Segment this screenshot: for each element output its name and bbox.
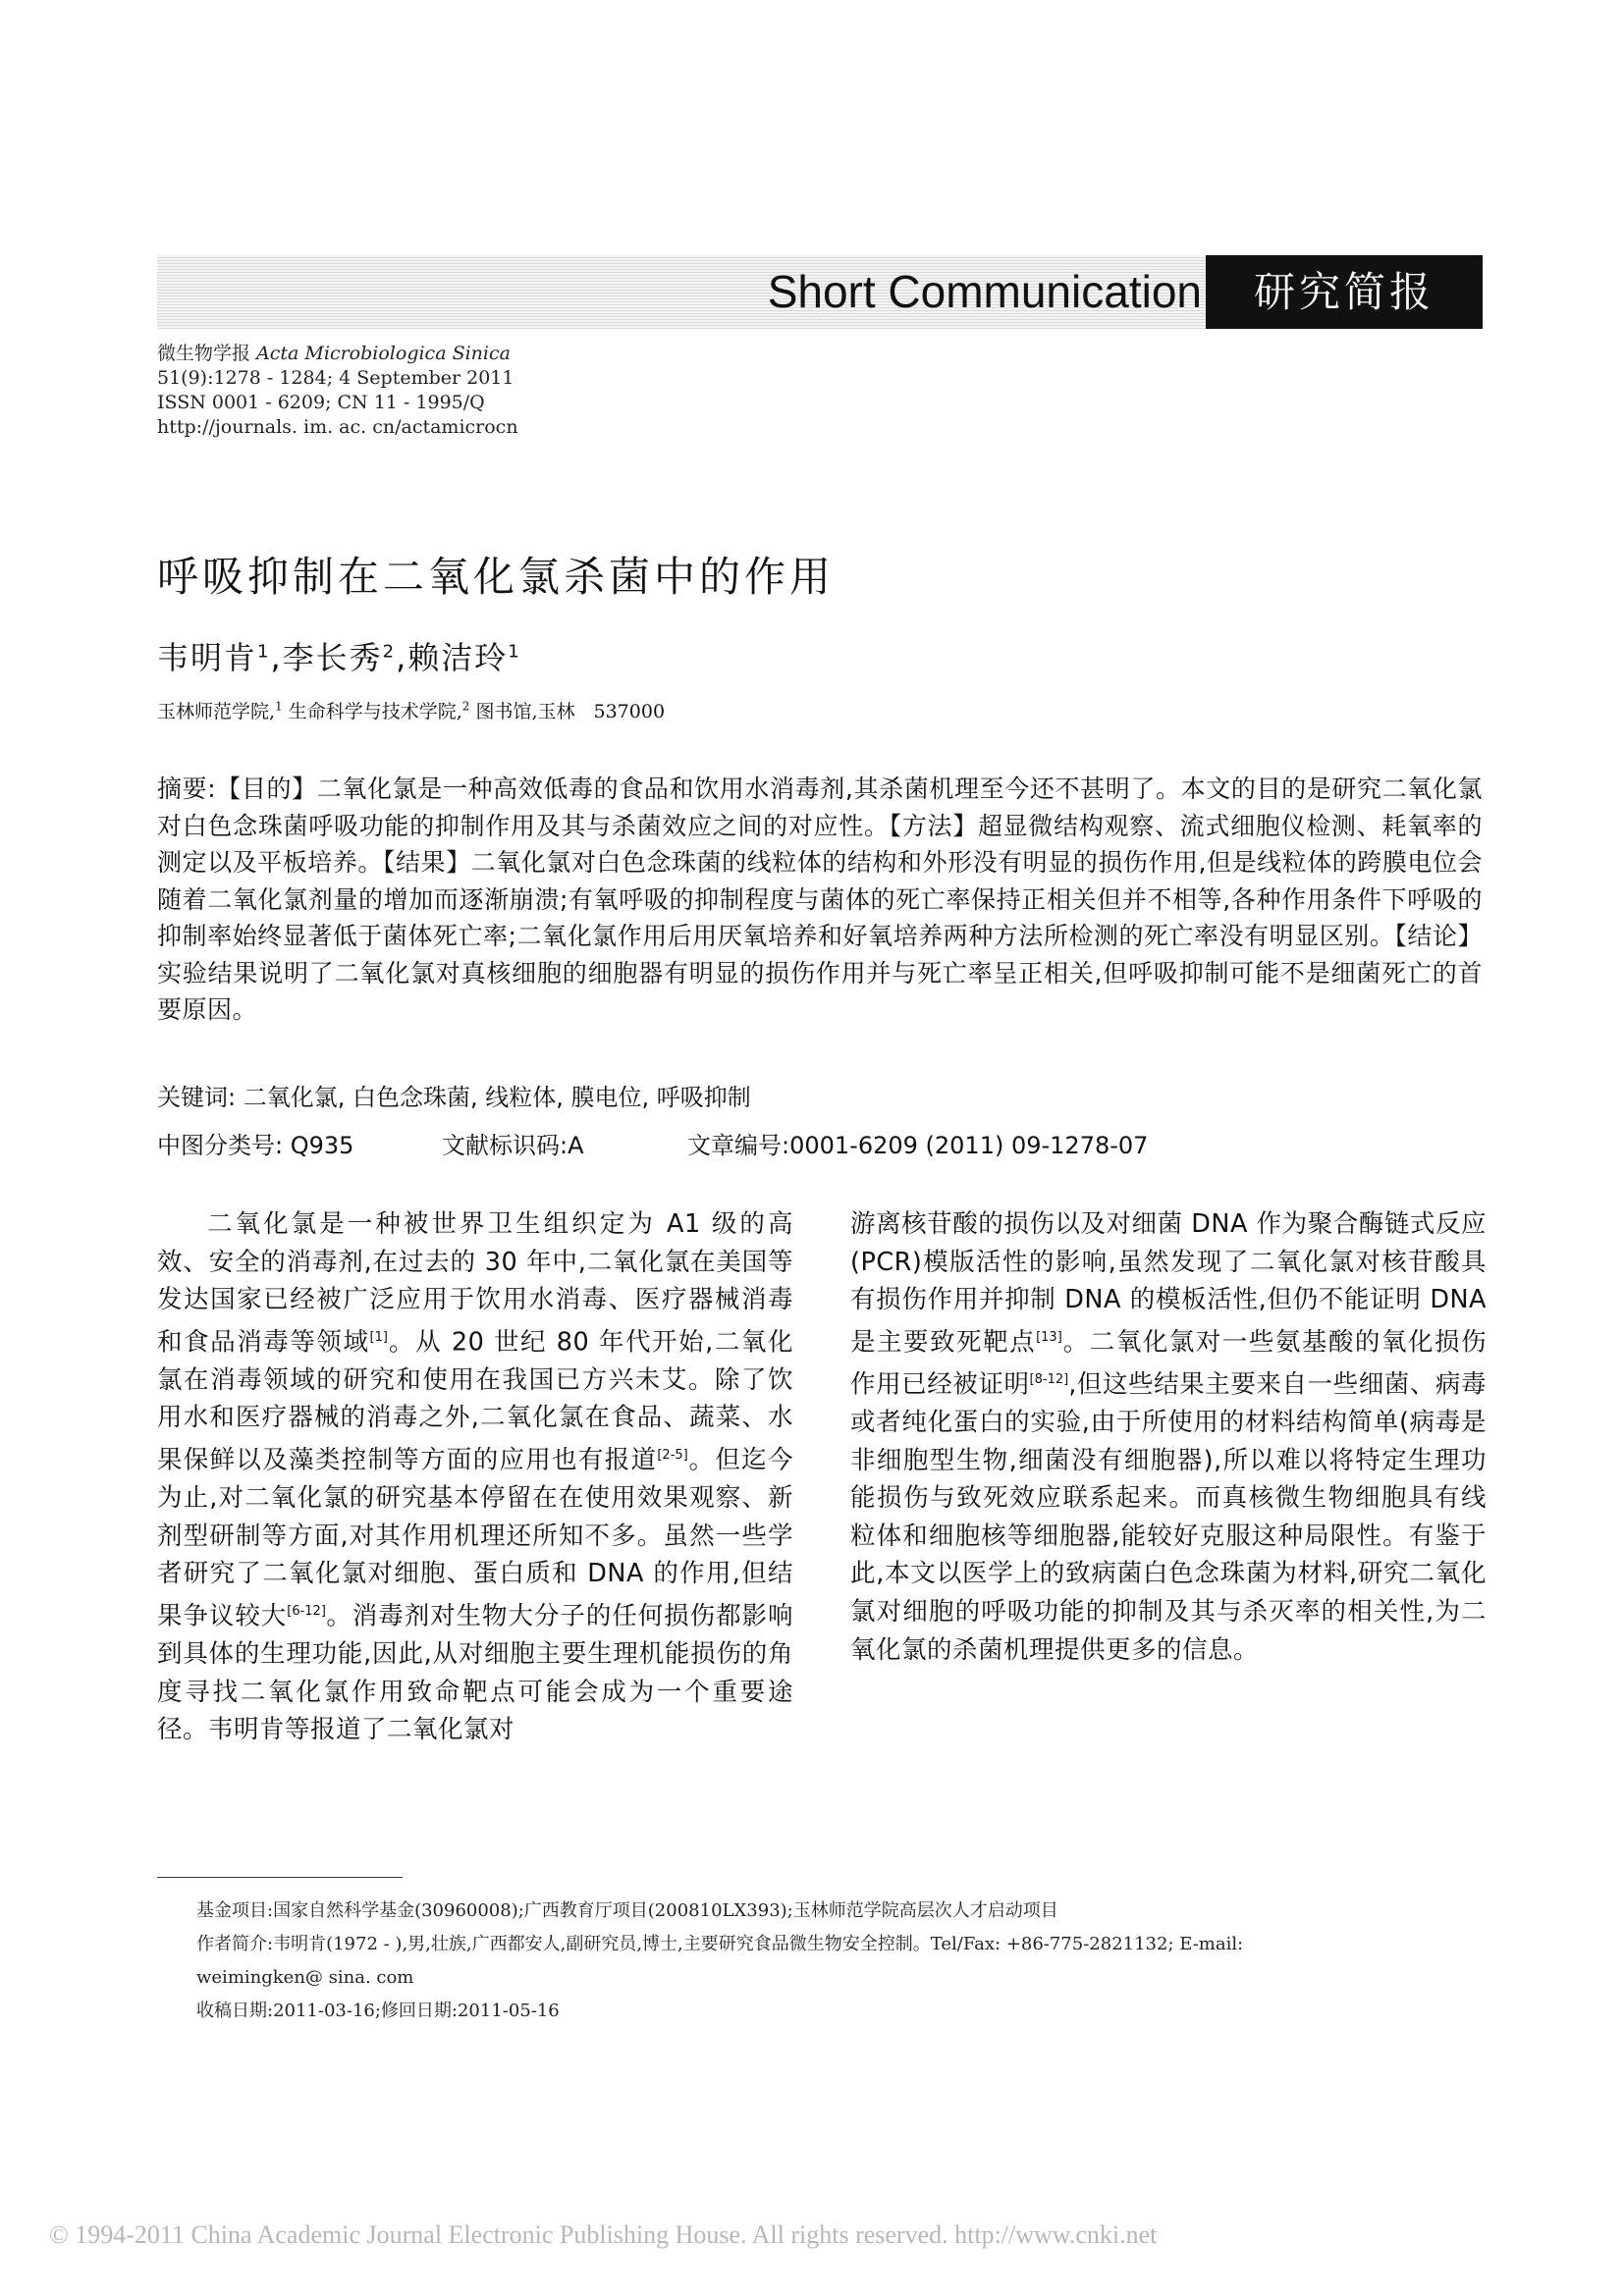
journal-url[interactable]: http://journals. im. ac. cn/actamicrocn: [157, 416, 518, 438]
document-code: 文献标识码:A: [442, 1132, 584, 1159]
affiliation-library: 图书馆,玉林 537000: [469, 701, 666, 722]
clc-number: 中图分类号: Q935: [157, 1132, 354, 1159]
abstract: 摘要:【目的】二氧化氯是一种高效低毒的食品和饮用水消毒剂,其杀菌机理至今还不甚明了。本文的目的是研究二氧化氯对白色念珠菌呼吸功能的抑制作用及其与杀菌效应之间的对应性。【方法】超显微结构观察、流式细胞仪检测、耗氧率的测定以及平板培养。【结果】二氧化氯对白色念珠菌的线粒体的结构和外形没有明显的损伤作用,但是线粒体的跨膜电位会随着二氧化氯剂量的增加而逐渐崩溃;有氧呼吸的抑制程度与菌体的死亡率保持正相关但并不相等,各种作用条件下呼吸的抑制率始终显著低于菌体死亡率;二氧化氯作用后用厌氧培养和好氧培养两种方法所检测的死亡率没有明显区别。【结论】实验结果说明了二氧化氯对真核细胞的细胞器有明显的损伤作用并与死亡率呈正相关,但呼吸抑制可能不是细菌死亡的首要原因。: [157, 774, 1483, 1024]
footnote-author: [196, 1928, 1483, 1995]
citation[interactable]: [13]: [1036, 1329, 1062, 1345]
article-number: 文章编号:0001-6209 (2011) 09-1278-07: [687, 1132, 1149, 1159]
affiliation-mark: 2: [461, 699, 470, 714]
body-text: ,但这些结果主要来自一些细菌、病毒或者纯化蛋白的实验,由于所使用的材料结构简单(病毒是非细胞型生物,细菌没有细胞器),所以难以将特定生理功能损伤与致死效应联系起来。而真核微生物细胞具有线粒体和细胞核等细胞器,能较好克服这种局限性。有鉴于此,本文以医学上的致病菌白色念珠菌为材料,研究二氧化氯对细胞的呼吸功能的抑制及其与杀灭率的相关性,为二氧化氯的杀菌机理提供更多的信息。: [850, 1369, 1487, 1665]
classification-line: [157, 1126, 1148, 1160]
author-affiliation-mark: 1: [257, 641, 271, 663]
affiliation-department: 生命科学与技术学院,: [282, 701, 462, 722]
body-column-right: [850, 1205, 1487, 1669]
author-name: 韦明肯: [157, 639, 258, 676]
footnote-funding: 基金项目:国家自然科学基金(30960008);广西教育厅项目(200810LX393);玉林师范学院高层次人才启动项目: [196, 1900, 1058, 1921]
affiliation: [157, 697, 665, 723]
citation[interactable]: [6-12]: [287, 1603, 326, 1619]
body-text: 二氧化氯是一种被世界卫生组织定为 A1 级的高效、安全的消毒剂,在过去的 30 年中,二氧化氯在美国等发达国家已经被广泛应用于饮用水消毒、医疗器械消毒和食品消毒等领域: [157, 1209, 793, 1358]
journal-name-cn: 微生物学报: [157, 343, 251, 364]
body-text: 。从 20 世纪 80 年代开始,二氧化氯在消毒领域的研究和使用在我国已方兴未艾。除了饮用水和医疗器械的消毒之外,二氧化氯在食品、蔬菜、水果保鲜以及藻类控制等方面的应用也有报道: [157, 1327, 793, 1475]
section-label-chinese: 研究简报: [1206, 255, 1483, 329]
citation[interactable]: [2-5]: [657, 1448, 688, 1464]
author-affiliation-mark: 2: [382, 641, 397, 663]
body-text: 游离核苷酸的损伤以及对细菌 DNA 作为聚合酶链式反应(PCR)模版活性的影响,虽然发现了二氧化氯对核苷酸具有损伤作用并抑制 DNA 的模板活性,但仍不能证明 DNA 是主要致死靶点: [850, 1209, 1487, 1358]
author-name: 赖洁玲: [407, 639, 509, 676]
affiliation-institution: 玉林师范学院,: [157, 701, 276, 722]
journal-volume: 51(9):1278 - 1284; 4 September 2011: [157, 367, 514, 389]
body-column-left: [157, 1205, 793, 1749]
footnote-author-email[interactable]: weimingken@ sina. com: [196, 1967, 414, 1988]
copyright-notice: © 1994-2011 China Academic Journal Electronic Publishing House. All rights reserved. http://www.cnki.net: [49, 2220, 1158, 2249]
footnote-divider: [157, 1877, 403, 1878]
journal-issn: ISSN 0001 - 6209; CN 11 - 1995/Q: [157, 392, 485, 413]
author-separator: ,: [396, 639, 408, 676]
footnote-author-line: 作者简介:韦明肯(1972 - ),男,壮族,广西都安人,副研究员,博士,主要研究食品微生物安全控制。Tel/Fax: +86-775-2821132; E-mail:: [196, 1934, 1244, 1954]
footnote-dates: 收稿日期:2011-03-16;修回日期:2011-05-16: [196, 2001, 560, 2021]
body-text: 。但迄今为止,对二氧化氯的研究基本停留在在使用效果观察、新剂型研制等方面,对其作用机理还所知不多。虽然一些学者研究了二氧化氯对细胞、蛋白质和 DNA 的作用,但结果争议较大: [157, 1445, 793, 1631]
article-title: 呼吸抑制在二氧化氯杀菌中的作用: [157, 553, 836, 601]
author-affiliation-mark: 1: [508, 641, 521, 663]
journal-info: [157, 342, 518, 440]
body-text: 。二氧化氯对一些氨基酸的氧化损伤作用已经被证明: [850, 1327, 1487, 1400]
keywords: 关键词: 二氧化氯, 白色念珠菌, 线粒体, 膜电位, 呼吸抑制: [157, 1084, 751, 1111]
journal-name-en: Acta Microbiologica Sinica: [256, 343, 511, 364]
citation[interactable]: [1]: [369, 1329, 388, 1345]
citation[interactable]: [8-12]: [1029, 1371, 1069, 1387]
section-label-english: Short Communication: [767, 266, 1202, 317]
author-name: 李长秀: [282, 639, 383, 676]
author-separator: ,: [270, 639, 283, 676]
body-text: 。消毒剂对生物大分子的任何损伤都影响到具体的生理功能,因此,从对细胞主要生理机能损伤的角度寻找二氧化氯作用致命靶点可能会成为一个重要途径。韦明肯等报道了二氧化氯对: [157, 1601, 793, 1745]
author-list: [157, 633, 521, 678]
affiliation-mark: 1: [275, 699, 283, 714]
